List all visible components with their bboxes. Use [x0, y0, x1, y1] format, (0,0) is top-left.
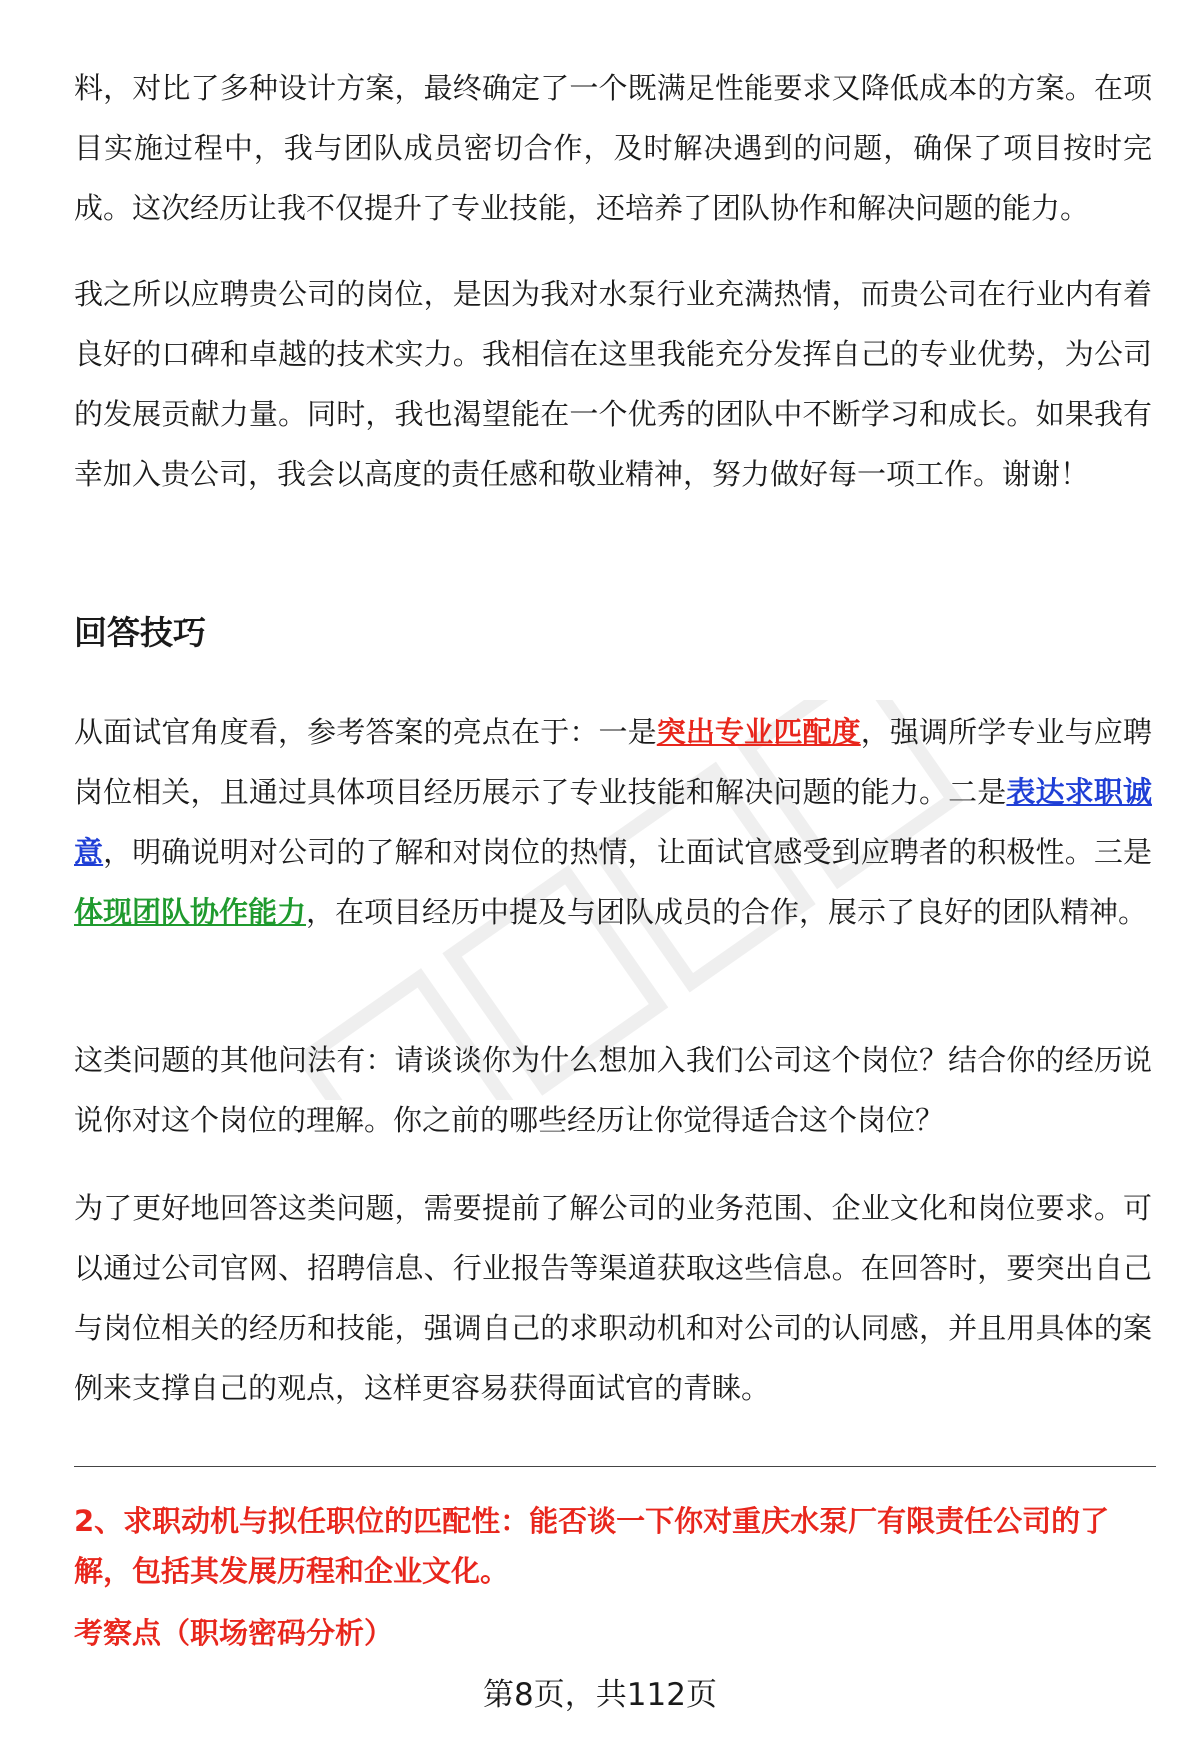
highlight-professional-match: 突出专业匹配度	[656, 715, 861, 749]
paragraph-preparation-advice: 为了更好地回答这类问题，需要提前了解公司的业务范围、企业文化和岗位要求。可以通过公司官网、招聘信息、行业报告等渠道获取这些信息。在回答时，要突出自己与岗位相关的经历和技能，强调自己的求职动机和对公司的认同感，并且用具体的案例来支撑自己的观点，这样更容易获得面试官的青睐。	[74, 1191, 1152, 1405]
paragraph-project-experience: 料，对比了多种设计方案，最终确定了一个既满足性能要求又降低成本的方案。在项目实施过程中，我与团队成员密切合作，及时解决遇到的问题，确保了项目按时完成。这次经历让我不仅提升了专业技能，还培养了团队协作和解决问题的能力。	[74, 71, 1152, 225]
tips-text-3: ，明确说明对公司的了解和对岗位的热情，让面试官感受到应聘者的积极性。三是	[103, 835, 1152, 869]
question-2-title: 2、求职动机与拟任职位的匹配性：能否谈一下你对重庆水泵厂有限责任公司的了解，包括其发展历程和企业文化。	[74, 1504, 1110, 1588]
paragraph-other-phrasings: 这类问题的其他问法有：请谈谈你为什么想加入我们公司这个岗位？结合你的经历说说你对这个岗位的理解。你之前的哪些经历让你觉得适合这个岗位？	[74, 1043, 1152, 1137]
section-heading-tips: 回答技巧	[74, 613, 206, 652]
tips-text-4: ，在项目经历中提及与团队成员的合作，展示了良好的团队精神。	[306, 895, 1148, 929]
page-number-footer: 第8页，共112页	[483, 1677, 717, 1713]
tips-text-2: ，强调所学专业与应聘岗位相关，且通过具体项目经历展示了专业技能和解决问题的能力。二是	[74, 715, 1152, 809]
highlight-teamwork: 体现团队协作能力	[74, 895, 307, 929]
question-2-subheading: 考察点（职场密码分析）	[74, 1616, 394, 1650]
highlight-sincerity: 表达求职诚意	[74, 775, 1152, 869]
paragraph-tips-analysis	[74, 702, 1152, 942]
section-divider	[74, 1466, 1156, 1467]
tips-text-1: 从面试官角度看，参考答案的亮点在于：一是	[74, 715, 657, 749]
paragraph-application-reason: 我之所以应聘贵公司的岗位，是因为我对水泵行业充满热情，而贵公司在行业内有着良好的口碑和卓越的技术实力。我相信在这里我能充分发挥自己的专业优势，为公司的发展贡献力量。同时，我也渴望能在一个优秀的团队中不断学习和成长。如果我有幸加入贵公司，我会以高度的责任感和敬业精神，努力做好每一项工作。谢谢！	[74, 277, 1152, 491]
